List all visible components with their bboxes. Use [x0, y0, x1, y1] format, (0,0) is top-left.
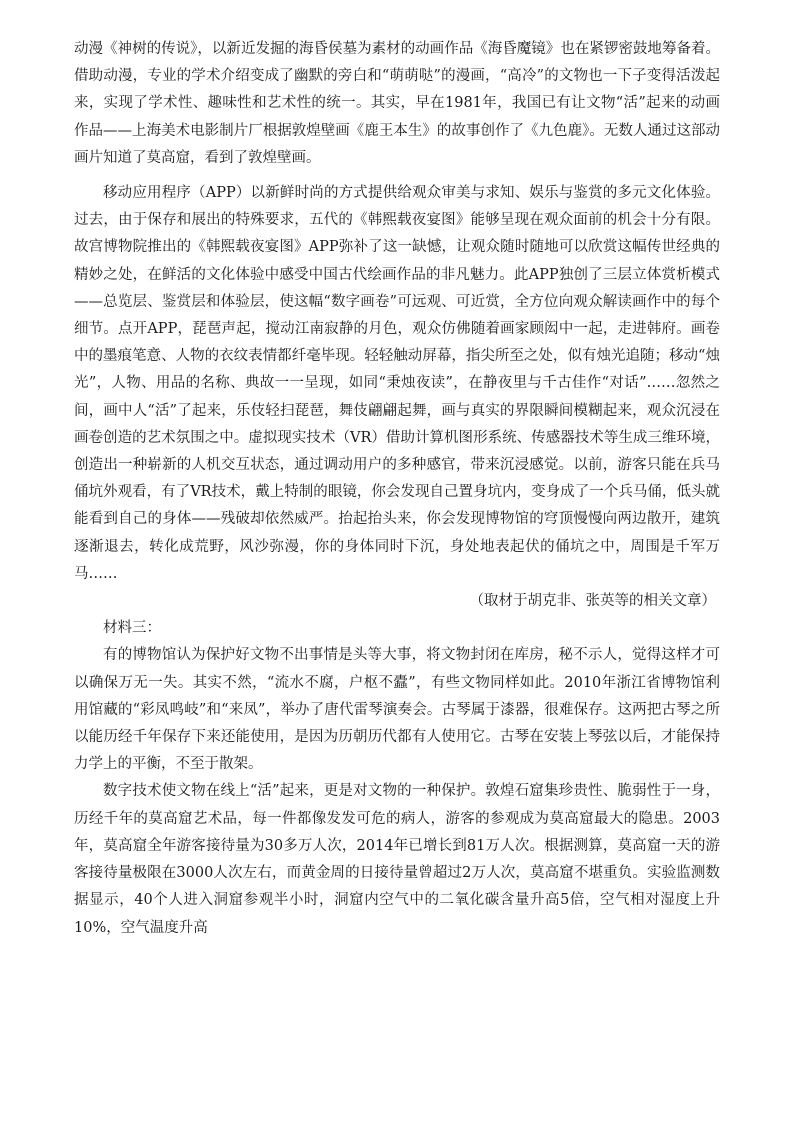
- paragraph-gap: [74, 172, 720, 180]
- paragraph-digital-protection: 数字技术使文物在线上“活”起来，更是对文物的一种保护。敦煌石窟集珍贵性、脆弱性于一身，历经千年的莫高窟艺术品，每一件都像发发可危的病人，游客的参观成为莫高窟最大的隐患。2003年，莫高窟全年游客接待量为30多万人次，2014年已增长到81万人次。根据测算，莫高窟一天的游客接待量极限在3000人次左右，而黄金周的日接待量曾超过2万人次，莫高窟不堪重负。实验监测数据显示，40个人进入洞窟参观半小时，洞窟内空气中的二氧化碳含量升高5倍，空气相对湿度上升10%，空气温度升高: [74, 783, 720, 936]
- source-note: （取材于胡克非、张英等的相关文章）: [469, 593, 716, 610]
- paragraph-animation: 动漫《神树的传说》，以新近发掘的海昏侯墓为素材的动画作品《海昏魔镜》也在紧锣密鼓地筹备着。借助动漫，专业的学术介绍变成了幽默的旁白和“萌萌哒”的漫画，“高冷”的文物也一下子变得活泼起来，实现了学术性、趣味性和艺术性的统一。其实，早在1981年，我国已有让文物“活”起来的动画作品——上海美术电影制片厂根据敦煌壁画《鹿王本生》的故事创作了《九色鹿》。无数人通过这部动画片知道了莫高窟，看到了敦煌壁画。: [74, 41, 720, 166]
- paragraph-app-vr: 移动应用程序（APP）以新鲜时尚的方式提供给观众审美与求知、娱乐与鉴赏的多元文化体验。过去，由于保存和展出的特殊要求，五代的《韩熙载夜宴图》能够呈现在观众面前的机会十分有限。故宫博物院推出的《韩熙载夜宴图》APP弥补了这一缺憾，让观众随时随地可以欣赏这幅传世经典的精妙之处，在鲜活的文化体验中感受中国古代绘画作品的非凡魅力。此APP独创了三层立体赏析模式——总览层、鉴赏层和体验层，使这幅“数字画卷”可远观、可近赏，全方位向观众解读画作中的每个细节。点开APP，琵琶声起，搅动江南寂静的月色，观众仿佛随着画家顾闳中一起，走进韩府。画卷中的墨痕笔意、人物的衣纹表情都纤毫毕现。轻轻触动屏幕，指尖所至之处，似有烛光追随；移动“烛光”，人物、用品的名称、典故一一呈现，如同“秉烛夜读”，在静夜里与千古佳作“对话”……忽然之间，画中人“活”了起来，乐伎轻扫琵琶，舞伎翩翩起舞，画与真实的界限瞬间模糊起来，观众沉浸在画卷创造的艺术氛围之中。虚拟现实技术（VR）借助计算机图形系统、传感器技术等生成三维环境，创造出一种崭新的人机交互状态，通过调动用户的多种感官，带来沉浸感觉。以前，游客只能在兵马俑坑外观看，有了VR技术，戴上特制的眼镜，你会发现自己置身坑内，变身成了一个兵马俑，低头就能看到自己的身体——残破却依然威严。抬起抬头来，你会发现博物馆的穹顶慢慢向两边散开，建筑逐渐退去，转化成荒野，风沙弥漫，你的身体同时下沉，身处地表起伏的俑坑之中，周围是千军万马……: [74, 185, 720, 582]
- section-heading: 材料三：: [103, 620, 161, 637]
- document-page: [74, 36, 720, 942]
- paragraph-museum-protection: 有的博物馆认为保护好文物不出事情是头等大事，将文物封闭在库房，秘不示人，觉得这样才可以确保万无一失。其实不然，“流水不腐，户枢不蠹”，有些文物同样如此。2010年浙江省博物馆利用馆藏的“彩凤鸣岐”和“来凤”，举办了唐代雷琴演奏会。古琴属于漆器，很难保存。这两把古琴之所以能历经千年保存下来还能使用，是因为历朝历代都有人使用它。古琴在安装上琴弦以后，才能保持力学上的平衡，不至于散架。: [74, 647, 720, 773]
